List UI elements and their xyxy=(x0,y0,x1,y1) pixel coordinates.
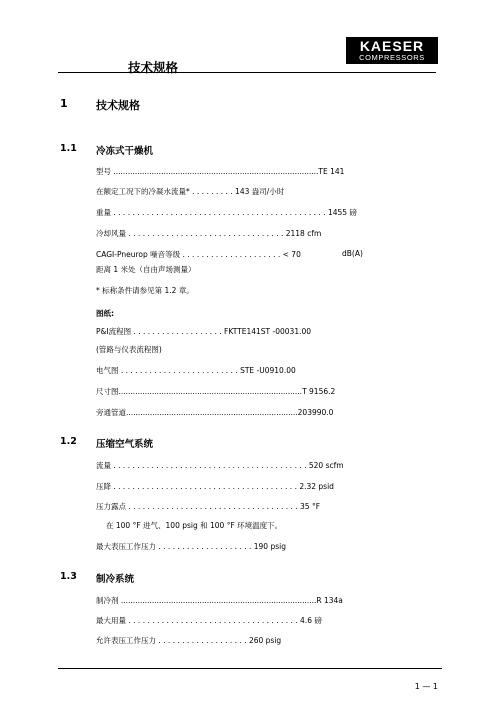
spec-dew-point: 压力露点 . . . . . . . . . . . . . . . . . . . . . . . . . . . . . . . . . . . . 35 °F xyxy=(96,502,321,511)
header-title: 技术规格 xyxy=(128,60,179,75)
spec-condensate-flow: 在额定工况下的冷凝水流量* . . . . . . . . . 143 盎司/小时 xyxy=(96,187,285,196)
chapter-title: 技术规格 xyxy=(96,99,140,112)
section-1-2-title: 压缩空气系统 xyxy=(96,439,154,450)
spec-noise-level: CAGI-Pneurop 噪音等级 . . . . . . . . . . . . . . . . . . . . . < 70 xyxy=(96,250,301,259)
logo-name: KAESER xyxy=(359,38,425,54)
logo-subtitle: COMPRESSORS xyxy=(359,53,425,62)
spec-noise-unit: dB(A) xyxy=(342,249,363,258)
spec-pressure-drop: 压降 . . . . . . . . . . . . . . . . . . . . . . . . . . . . . . . . . . . . . . . 2.32 psid xyxy=(96,482,334,491)
section-1-1-number: 1.1 xyxy=(60,143,77,154)
spec-dew-point-note: 在 100 °F 进气、100 psig 和 100 °F 环境温度下。 xyxy=(106,521,283,530)
spec-max-charge: 最大用量 . . . . . . . . . . . . . . . . . . . . . . . . . . . . . . . . . . . . 4.6 磅 xyxy=(96,616,322,625)
spec-noise-note: 距离 1 米处（自由声场测量） xyxy=(96,265,196,274)
chapter-number: 1 xyxy=(60,97,68,110)
spec-model: 型号 ......................................................................................TE 141 xyxy=(96,167,345,176)
kaeser-logo xyxy=(346,37,438,64)
header-rule xyxy=(58,72,436,73)
drawing-bypass: 旁通管道........................................................................203990.0 xyxy=(96,408,334,417)
section-1-3-number: 1.3 xyxy=(60,571,77,582)
footnote-nominal: * 标称条件请参见第 1.2 章。 xyxy=(96,286,194,295)
drawing-dimension: 尺寸图.............................................................................T 9156.2 xyxy=(96,387,336,396)
footer-rule xyxy=(58,668,442,669)
drawings-heading: 图纸: xyxy=(96,309,114,318)
drawing-pid-note: (管路与仪表流程图) xyxy=(96,345,162,354)
page-number: 1 — 1 xyxy=(414,682,438,691)
section-1-2-number: 1.2 xyxy=(60,436,77,447)
spec-flow: 流量 . . . . . . . . . . . . . . . . . . . . . . . . . . . . . . . . . . . . . . . . . 520 scfm xyxy=(96,461,344,470)
spec-weight: 重量 . . . . . . . . . . . . . . . . . . . . . . . . . . . . . . . . . . . . . . . . . . . . . 1455 磅 xyxy=(96,208,357,217)
spec-refrigerant: 制冷剂 ..................................................................................R 134a xyxy=(96,596,343,605)
section-1-3-title: 制冷系统 xyxy=(96,574,135,585)
section-1-1-title: 冷冻式干燥机 xyxy=(96,146,154,157)
spec-allowed-pressure: 允许表压工作压力 . . . . . . . . . . . . . . . . . . . 260 psig xyxy=(96,636,282,645)
spec-max-pressure: 最大表压工作压力 . . . . . . . . . . . . . . . . . . . . 190 psig xyxy=(96,542,286,551)
drawing-electrical: 电气图 . . . . . . . . . . . . . . . . . . . . . . . . . STE -U0910.00 xyxy=(96,366,296,375)
drawing-pid: P&I流程图 . . . . . . . . . . . . . . . . . . . FKTTE141ST -00031.00 xyxy=(96,327,312,336)
spec-cooling-air: 冷却风量 . . . . . . . . . . . . . . . . . . . . . . . . . . . . . . . . . 2118 cfm xyxy=(96,229,322,238)
